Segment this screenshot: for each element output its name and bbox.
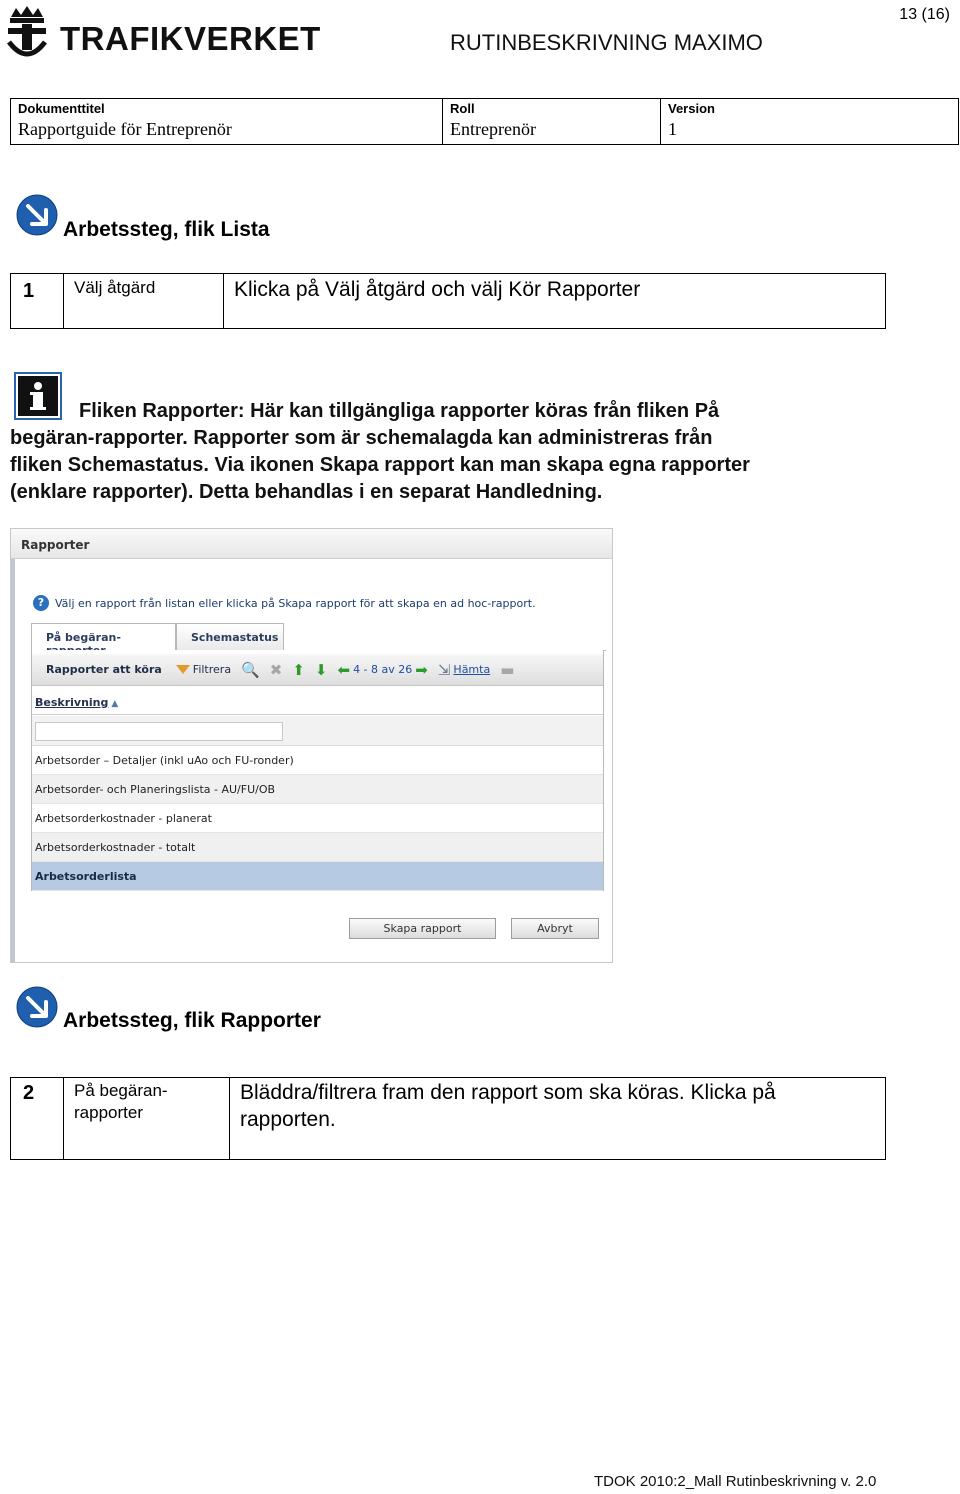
filter-label: Filtrera — [192, 663, 232, 676]
meta-doc-cell — [11, 99, 443, 144]
filter-icon — [176, 665, 190, 674]
meta-role-cell — [443, 99, 661, 144]
minimize-icon[interactable]: ▬ — [500, 660, 515, 679]
step-number: 1 — [11, 274, 64, 328]
brand-name: TRAFIKVERKET — [60, 20, 321, 57]
section-heading-lista: Arbetssteg, flik Lista — [63, 218, 270, 241]
meta-role-label: Roll — [450, 101, 475, 116]
step-name-line-2: rapporter — [74, 1103, 143, 1122]
help-icon: ? — [33, 595, 49, 611]
tab-schemastatus[interactable]: Schemastatus — [176, 623, 284, 651]
search-icon[interactable]: 🔍 — [241, 660, 260, 679]
meta-doc-label: Dokumenttitel — [18, 101, 105, 116]
help-text: Välj en rapport från listan eller klicka på Skapa rapport för att skapa en ad hoc-rapport. — [55, 596, 536, 610]
report-row-5[interactable]: Arbetsorderlista — [32, 862, 603, 891]
step-name — [64, 1078, 230, 1159]
previous-page-icon[interactable]: ⬅ — [337, 660, 351, 679]
fetch-button[interactable] — [438, 661, 490, 679]
meta-version-label: Version — [668, 101, 715, 116]
step-table-2 — [10, 1077, 886, 1160]
info-line-2: begäran-rapporter. Rapporter som är schemalagda kan administreras från — [10, 427, 713, 449]
filter-button[interactable] — [176, 663, 231, 676]
rapporter-screenshot — [10, 528, 613, 963]
clear-filter-icon[interactable]: ✖ — [269, 660, 283, 679]
report-toolbar — [32, 654, 603, 686]
tab-pa-begaran-rapporter[interactable]: På begäran- — [31, 623, 176, 651]
column-header-label: Beskrivning — [35, 696, 109, 709]
trafikverket-logo — [2, 4, 321, 66]
document-title: RUTINBESKRIVNING MAXIMO — [450, 30, 763, 55]
paging-text: 4 - 8 av 26 — [353, 663, 413, 676]
arrow-down-right-icon — [16, 986, 58, 1028]
cancel-button[interactable]: Avbryt — [511, 918, 599, 939]
help-line — [33, 595, 536, 611]
step-table-1 — [10, 273, 886, 329]
info-line-4: (enklare rapporter). Detta behandlas i en separat Handledning. — [10, 481, 603, 503]
meta-role-value: Entreprenör — [450, 119, 536, 139]
page-number: 13 (16) — [899, 6, 950, 23]
document-meta-table — [10, 98, 959, 145]
info-line-3: fliken Schemastatus. Via ikonen Skapa rapport kan man skapa egna rapporter — [10, 454, 750, 476]
step-description — [230, 1078, 885, 1159]
meta-version-value: 1 — [668, 119, 677, 139]
footer-text: TDOK 2010:2_Mall Rutinbeskrivning v. 2.0 — [594, 1473, 877, 1490]
step-number: 2 — [11, 1078, 64, 1159]
report-row-1[interactable]: Arbetsorder – Detaljer (inkl uAo och FU-ronder) — [32, 746, 603, 775]
arrow-down-right-icon — [16, 194, 58, 236]
info-line-1: Fliken Rapporter: Här kan tillgängliga rapporter köras från fliken På — [79, 400, 720, 422]
arrow-down-icon[interactable]: ⬇ — [314, 660, 328, 679]
meta-version-cell — [661, 99, 958, 144]
toolbar-title: Rapporter att köra — [46, 663, 162, 676]
step-name-line-1: På begäran- — [74, 1081, 168, 1100]
info-text — [10, 398, 890, 506]
rapporter-window-title: Rapporter — [11, 529, 613, 559]
step-name: Välj åtgärd — [64, 274, 224, 328]
meta-doc-value: Rapportguide för Entreprenör — [18, 119, 232, 139]
fetch-label: Hämta — [453, 663, 491, 676]
section-heading-rapporter: Arbetssteg, flik Rapporter — [63, 1009, 321, 1032]
create-report-button[interactable]: Skapa rapport — [349, 918, 496, 939]
step-desc-line-1: Bläddra/filtrera fram den rapport som ska köras. Klicka på — [240, 1081, 776, 1104]
column-header-beskrivning[interactable] — [32, 687, 603, 715]
sort-up-icon: ▲ — [111, 699, 119, 709]
report-row-4[interactable]: Arbetsorderkostnader - totalt — [32, 833, 603, 862]
description-filter-input[interactable] — [35, 722, 283, 741]
step-desc-line-2: rapporten. — [240, 1108, 336, 1131]
report-row-3[interactable]: Arbetsorderkostnader - planerat — [32, 804, 603, 833]
arrow-up-icon[interactable]: ⬆ — [292, 660, 305, 679]
paging-control — [337, 661, 427, 679]
download-icon: ⇲ — [437, 660, 451, 679]
report-row-2[interactable]: Arbetsorder- och Planeringslista - AU/FU/OB — [32, 775, 603, 804]
crown-icon — [2, 4, 52, 66]
step-description: Klicka på Välj åtgärd och välj Kör Rapporter — [234, 278, 641, 301]
next-page-icon[interactable]: ➡ — [415, 660, 428, 679]
